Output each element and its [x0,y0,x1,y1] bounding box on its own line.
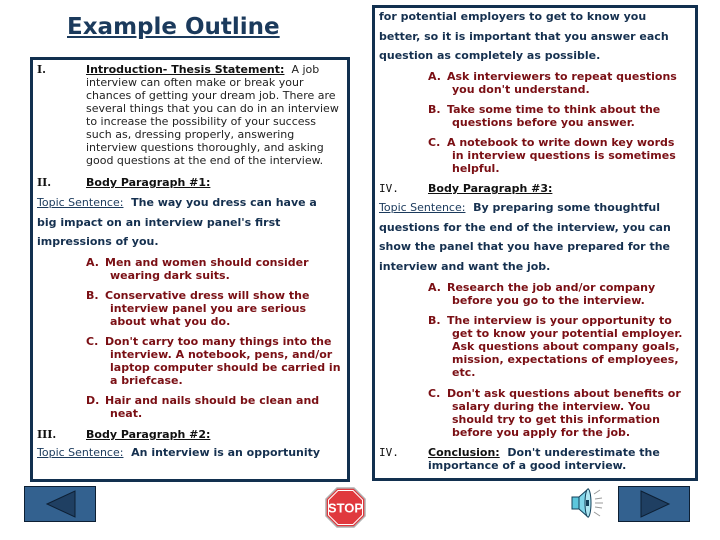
subpoint-text: questions before you answer. [452,116,635,129]
conclusion-line: Don't underestimate the [507,446,660,459]
speaker-icon[interactable] [570,486,606,520]
conclusion-section [428,446,693,472]
subpoint-text: laptop computer should be carried in [110,361,341,374]
topic-line: questions for the end of the interview, you can [379,220,671,234]
subpoint-text: Conservative dress will show the [105,289,310,302]
body2-heading: Body Paragraph #2: [86,428,211,441]
intro-line: interview can often make or break your [86,76,304,89]
body2-topic-continued [379,7,694,66]
section-numeral: IV. [379,182,399,195]
intro-line: several things that you can do in an interview [86,102,339,115]
section-numeral: IV. [379,446,399,459]
topic-line: show the panel that you have prepared for the [379,240,670,253]
page-title: Example Outline [67,14,280,40]
intro-line: A job [291,63,320,76]
subpoint [86,289,309,328]
subpoint-label: A. [428,281,441,294]
section-numeral: II. [37,176,52,189]
body3-topic-sentence [379,198,694,276]
subpoint-label: A. [86,256,99,269]
intro-line: good questions at the end of the interview. [86,154,324,167]
subpoint-text: Ask questions about company goals, [452,340,680,353]
subpoint-text: before you apply for the job. [452,426,631,439]
subpoint-label: C. [428,136,441,149]
subpoint-text: a briefcase. [110,374,183,387]
subpoint [428,70,677,96]
subpoint-text: neat. [110,407,143,420]
subpoint-label: C. [86,335,99,348]
conclusion-line: importance of a good interview. [428,459,627,472]
subpoint-text: helpful. [452,162,500,175]
subpoint-text: etc. [452,366,476,379]
subpoint-label: B. [86,289,99,302]
topic-sentence-label: Topic Sentence: [379,201,466,214]
topic-line: for potential employers to get to know you [379,10,647,23]
topic-sentence-label: Topic Sentence: [37,446,124,459]
intro-line: such as, dressing properly, answering [86,128,295,141]
subpoint-text: interview panel you are serious [110,302,306,315]
topic-line: question as completely as possible. [379,49,601,62]
subpoint-text: interview. A notebook, pens, and/or [110,348,333,361]
topic-line: The way you dress can have a [131,196,317,209]
subpoint-text: Take some time to think about the [447,103,661,116]
conclusion-heading: Conclusion: [428,446,500,459]
section-numeral: I. [37,63,46,76]
subpoint-text: Research the job and/or company [447,281,656,294]
intro-heading: Introduction- Thesis Statement: [86,63,285,76]
subpoint [428,103,660,129]
topic-line: impressions of you. [37,235,159,248]
subpoint [86,335,341,387]
subpoint-label: A. [428,70,441,83]
topic-line: interview and want the job. [379,259,551,273]
topic-sentence-label: Topic Sentence: [37,196,124,209]
subpoint [428,136,676,175]
subpoint-text: get to know your potential employer. [452,327,683,340]
subpoint [86,256,309,282]
intro-line: to increase the possibility of your success [86,115,317,128]
subpoint [428,281,655,307]
body3-heading: Body Paragraph #3: [428,182,553,195]
stop-button[interactable] [325,487,366,528]
subpoint-text: Don't ask questions about benefits or [447,387,681,400]
subpoint [86,394,319,420]
subpoint [428,387,681,439]
subpoint-text: should try to get this information [452,413,660,426]
subpoint-label: C. [428,387,441,400]
intro-line: chances of getting your dream job. There are [86,89,336,102]
subpoint-label: D. [86,394,100,407]
body1-heading: Body Paragraph #1: [86,176,211,189]
subpoint-text: you don't understand. [452,83,590,96]
intro-line: interview questions thoroughly, and asking [86,141,324,154]
subpoint-text: wearing dark suits. [110,269,230,282]
topic-line: better, so it is important that you answer each [379,29,669,43]
subpoint-text: mission, expectations of employees, [452,353,679,366]
subpoint-label: B. [428,103,441,116]
subpoint-text: Ask interviewers to repeat questions [447,70,677,83]
topic-line: An interview is an opportunity [131,446,321,459]
subpoint-text: Men and women should consider [105,256,309,269]
subpoint-text: salary during the interview. You [452,400,651,413]
subpoint-text: The interview is your opportunity to [447,314,672,327]
subpoint-text: in interview questions is sometimes [452,149,676,162]
next-slide-button[interactable] [618,486,690,522]
subpoint-text: Don't carry too many things into the [105,335,332,348]
subpoint [428,314,682,379]
section-numeral: III. [37,428,57,441]
subpoint-text: before you go to the interview. [452,294,645,307]
stop-label: STOP [327,500,364,516]
subpoint-label: B. [428,314,441,327]
topic-line: By preparing some thoughtful [473,201,660,214]
triangle-left-icon [25,487,95,521]
subpoint-text: about what you do. [110,315,231,328]
body2-topic-sentence [37,443,320,463]
intro-section [86,63,348,167]
subpoint-text: A notebook to write down key words [447,136,675,149]
previous-slide-button[interactable] [24,486,96,522]
subpoint-text: Hair and nails should be clean and [105,394,320,407]
topic-line: big impact on an interview panel's first [37,215,281,229]
triangle-right-icon [619,487,689,521]
body1-topic-sentence [37,193,347,252]
